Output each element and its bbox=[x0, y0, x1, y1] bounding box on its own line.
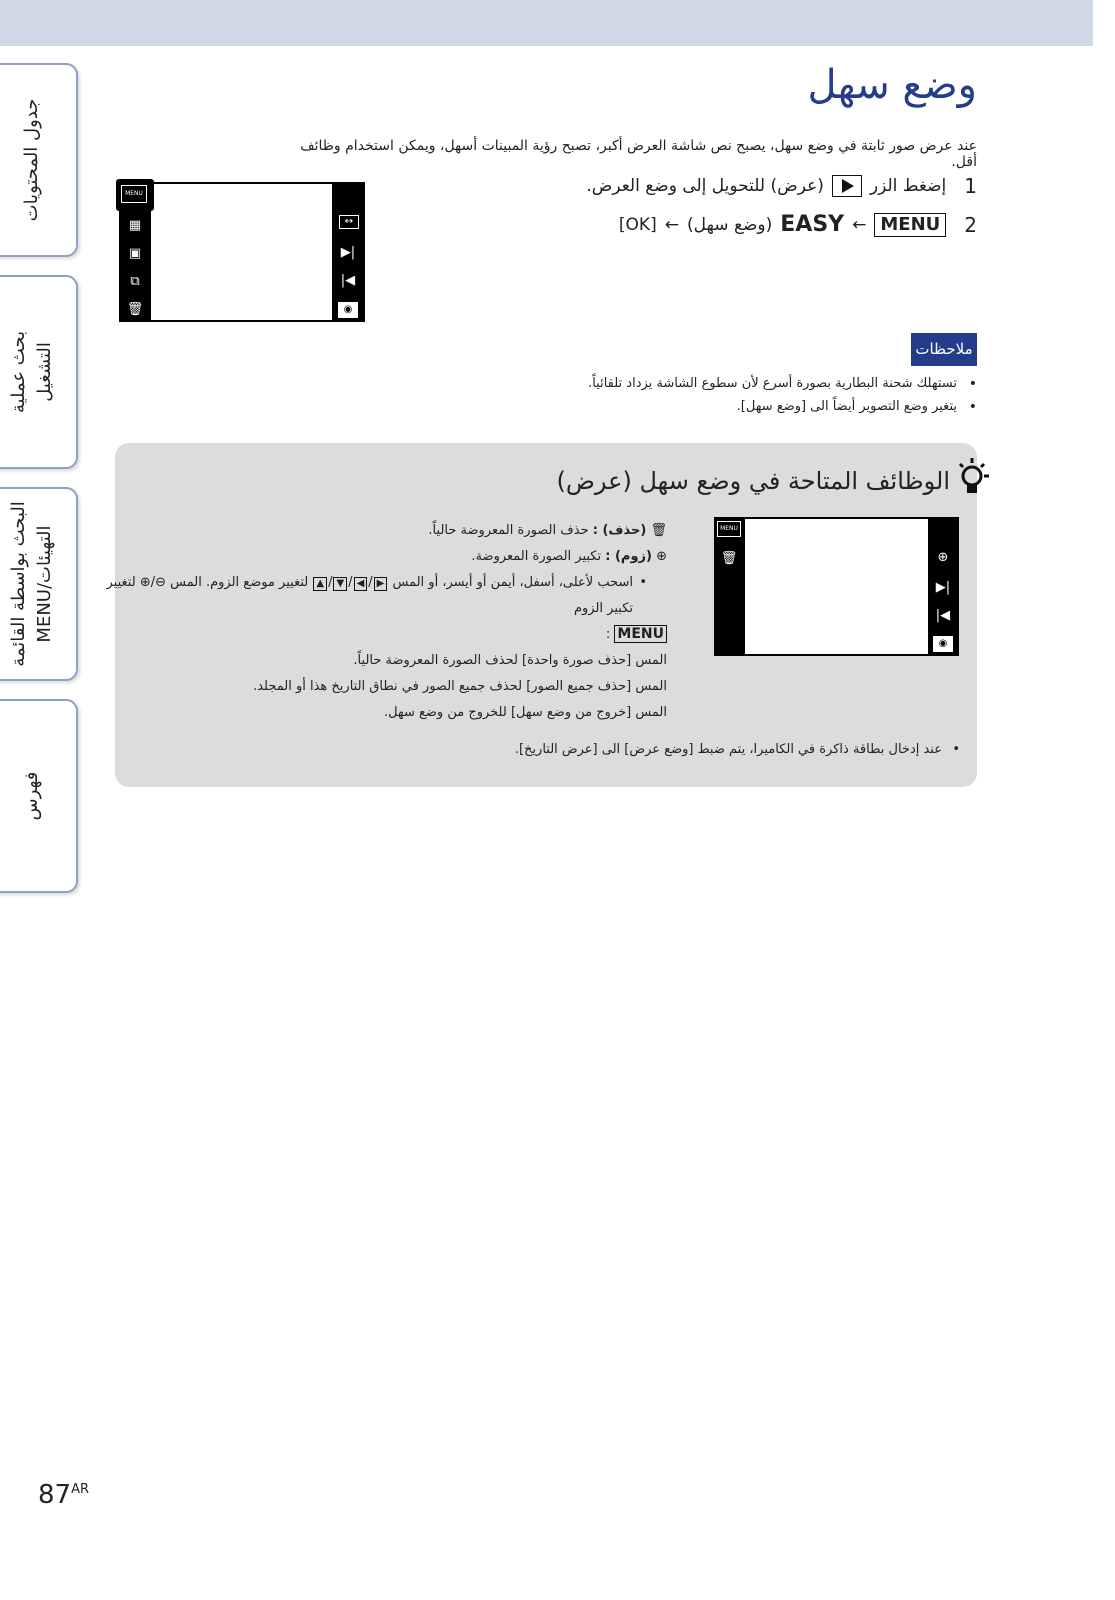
zoom-text: تكبير الصورة المعروضة. bbox=[471, 549, 602, 564]
tab-operation-label-2: التشغيل bbox=[34, 342, 55, 402]
zoom-label: (زوم) : bbox=[605, 549, 652, 564]
intro-text: عند عرض صور ثابتة في وضع سهل، يصبح نص شاشة العرض أكبر، تصبح رؤية المبينات أسهل، ويمكن استخدام وظائف أقل. bbox=[300, 138, 977, 170]
tab-operation-label-1: بحث عملية bbox=[8, 330, 29, 414]
notes-list bbox=[588, 376, 977, 422]
page-number-suffix: AR bbox=[71, 1482, 90, 1497]
delete-label: (حذف) : bbox=[592, 523, 647, 538]
menu-button-icon: MENU bbox=[116, 179, 154, 211]
tab-operation-search[interactable] bbox=[0, 275, 78, 469]
tab-menu-label-1: البحث بواسطة القائمة bbox=[8, 501, 29, 667]
page-title: وضع سهل bbox=[807, 62, 977, 108]
arrow-icon: ← bbox=[852, 214, 867, 235]
menu-key: MENU bbox=[874, 213, 946, 237]
hint-bulb-icon bbox=[956, 456, 992, 496]
next-icon: ▶| bbox=[935, 580, 951, 595]
zoom-line bbox=[147, 544, 667, 570]
step-1-number: 1 bbox=[964, 174, 977, 198]
zoom-sub-text-b: لتغيير موضع الزوم. المس bbox=[170, 575, 309, 590]
arrow-icon: ← bbox=[664, 214, 679, 235]
menu-key: MENU bbox=[614, 625, 667, 643]
camera-icon: ◉ bbox=[933, 636, 953, 652]
tab-index[interactable] bbox=[0, 699, 78, 893]
zoom-sub-text-a: اسحب لأعلى، أسفل، أيمن أو أيسر، أو المس bbox=[392, 575, 633, 590]
step-1-text-a: إضغط الزر bbox=[869, 176, 947, 196]
delete-text: حذف الصورة المعروضة حالياً. bbox=[428, 523, 589, 538]
zoom-sub-line: • اسحب لأعلى، أسفل، أيمن أو أيسر، أو المس ▶/◀/▼/▲ لتغيير موضع الزوم. المس ⊖/⊕ لتغيير bbox=[147, 570, 647, 596]
top-bar bbox=[0, 0, 1093, 46]
up-key-icon: ▲ bbox=[313, 577, 327, 591]
menu-item: المس [خروج من وضع سهل] للخروج من وضع سهل. bbox=[383, 705, 667, 720]
step-2-text: (وضع سهل) bbox=[686, 214, 773, 235]
step-2-number: 2 bbox=[964, 212, 977, 237]
wide-icon: ↔ bbox=[339, 215, 359, 229]
tab-contents-label: جدول المحتويات bbox=[21, 98, 42, 222]
note-item: • يتغير وضع التصوير أيضاً الى [وضع سهل]. bbox=[588, 399, 977, 414]
index-icon: ▣ bbox=[128, 246, 142, 261]
menu-item: المس [حذف صورة واحدة] لحذف الصورة المعروضة حالياً. bbox=[353, 653, 667, 668]
step-2 bbox=[619, 212, 977, 237]
page-number bbox=[38, 1480, 89, 1510]
zoom-sub-line-2 bbox=[147, 596, 667, 622]
prev-icon: |◀ bbox=[935, 608, 951, 623]
camera-screen-easy-illustration bbox=[714, 517, 959, 656]
delete-line bbox=[147, 518, 667, 544]
step-1 bbox=[586, 174, 977, 198]
zoom-icon: ⊕ bbox=[937, 550, 949, 565]
play-icon bbox=[832, 175, 862, 197]
menu-line bbox=[147, 622, 667, 648]
trash-icon: 🗑 bbox=[650, 523, 667, 538]
page-number-value: 87 bbox=[38, 1480, 72, 1510]
camera-screen-illustration bbox=[119, 182, 365, 322]
trash-icon: 🗑 bbox=[126, 302, 144, 317]
tab-menu-label-2: MENU/التهيئات bbox=[34, 525, 55, 643]
notes-badge: ملاحظات bbox=[911, 333, 977, 366]
menu-colon: : bbox=[605, 627, 611, 642]
slideshow-icon: ⧉ bbox=[130, 274, 140, 289]
next-icon: ▶| bbox=[340, 245, 356, 260]
prev-icon: |◀ bbox=[340, 273, 356, 288]
tab-index-label: فهرس bbox=[21, 771, 42, 821]
menu-item: المس [حذف جميع الصور] لحذف جميع الصور في نطاق التاريخ هذا أو المجلد. bbox=[253, 679, 667, 694]
calendar-icon: ▦ bbox=[128, 218, 142, 233]
trash-icon: 🗑 bbox=[720, 551, 738, 566]
functions-title: الوظائف المتاحة في وضع سهل (عرض) bbox=[556, 467, 950, 495]
tab-contents[interactable] bbox=[0, 63, 78, 257]
menu-button-icon: MENU bbox=[717, 521, 741, 537]
step-1-text-b: (عرض) للتحويل إلى وضع العرض. bbox=[586, 176, 824, 196]
zoom-sub-text-d: تكبير الزوم bbox=[573, 601, 633, 616]
functions-text bbox=[106, 518, 667, 726]
camera-icon: ◉ bbox=[338, 302, 358, 318]
zoom-in-icon: ⊕ bbox=[139, 575, 151, 590]
left-key-icon: ◀ bbox=[354, 577, 368, 591]
right-key-icon: ▶ bbox=[374, 577, 388, 591]
down-key-icon: ▼ bbox=[333, 577, 347, 591]
tab-menu-search[interactable] bbox=[0, 487, 78, 681]
functions-note: • عند إدخال بطاقة ذاكرة في الكاميرا، يتم ضبط [وضع عرض] الى [عرض التاريخ]. bbox=[515, 742, 960, 757]
easy-label: EASY bbox=[780, 212, 845, 237]
note-item: • تستهلك شحنة البطارية بصورة أسرع لأن سطوع الشاشة يزداد تلقائياً. bbox=[588, 376, 977, 391]
zoom-icon: ⊕ bbox=[656, 549, 667, 564]
zoom-out-icon: ⊖ bbox=[155, 575, 167, 590]
ok-label: [OK] bbox=[618, 214, 657, 235]
zoom-sub-text-c: لتغيير bbox=[106, 575, 136, 590]
